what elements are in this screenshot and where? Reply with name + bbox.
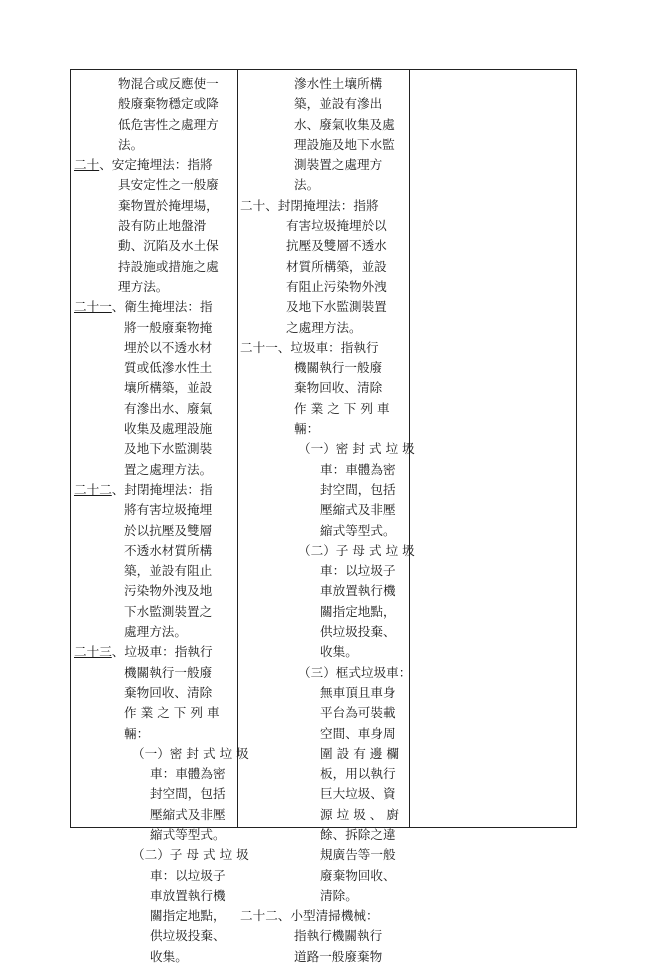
col1-line: 收集。 [150,948,188,964]
underlined-clause-number: 二十二 [74,481,112,497]
col1-line: 車：以垃圾子 [150,867,226,883]
table-top-border [70,69,577,70]
underlined-clause-number: 二十一 [74,299,112,315]
col2-line: 水、廢氣收集及處 [294,116,395,132]
col2-line: 道路一般廢棄物 [294,948,383,964]
col2-line: 機關執行一般廢 [294,360,383,376]
col1-line: 污染物外洩及地 [124,583,213,599]
col2-line: 源 垃 圾 、 廚 [320,806,399,822]
column-divider-1 [237,69,238,828]
col1-line: 機關執行一般廢 [124,664,213,680]
col2-line: 巨大垃圾、資 [320,786,396,802]
col1-line: 二十二、封閉掩埋法：指 [74,481,213,497]
col2-line: 之處理方法。 [286,319,362,335]
col1-line: 具安定性之一般廢 [118,177,219,193]
col1-line: 及地下水監測裝 [124,441,213,457]
col2-line: 車：以垃圾子 [320,563,396,579]
col2-line: 法。 [294,177,320,193]
col1-line: 將一般廢棄物掩 [124,319,213,335]
col2-line: 關指定地點， [320,603,396,619]
col1-line: 供垃圾投棄、 [150,928,226,944]
col2-line: 及地下水監測裝置 [286,299,387,315]
column-explanation [412,74,572,824]
col2-line: 廢棄物回收、 [320,867,396,883]
col1-line: 般廢棄物穩定或降 [118,96,219,112]
underlined-clause-number: 二十 [74,157,100,173]
col1-line: （一）密 封 式 垃 圾 [132,745,249,761]
col2-line: 輛： [294,421,320,437]
col2-line: （二）子 母 式 垃 圾 [298,542,415,558]
col1-line: 理方法。 [118,278,169,294]
table-right-border [576,69,577,828]
col2-line: 供垃圾投棄、 [320,624,396,640]
col1-line: 法。 [118,136,144,152]
col1-line: 收集及處理設施 [124,421,213,437]
col1-line: 置之處理方法。 [124,461,213,477]
col2-line: 車：車體為密 [320,461,396,477]
col2-line: 作 業 之 下 列 車 [294,400,390,416]
col2-line: 板，用以執行 [320,766,396,782]
col2-line: 抗壓及雙層不透水 [286,238,387,254]
col2-line: 二十二、小型清掃機械： [240,908,379,924]
col1-line: 下水監測裝置之 [124,603,213,619]
col2-line: 車放置執行機 [320,583,396,599]
col1-line: 低危害性之處理方 [118,116,219,132]
col2-line: 二十一、垃圾車：指執行 [240,339,379,355]
col2-line: 空間、車身周 [320,725,396,741]
col2-line: 有害垃圾掩埋於以 [286,218,387,234]
col1-line: 於以抗壓及雙層 [124,522,213,538]
col1-line: 二十、安定掩埋法：指將 [74,157,213,173]
col1-line: 二十一、衛生掩埋法：指 [74,299,213,315]
col1-line: 車放置執行機 [150,887,226,903]
col1-line: 有滲出水、廢氣 [124,400,213,416]
col1-line: 持設施或措施之處 [118,258,219,274]
col1-line: 質或低滲水性土 [124,360,213,376]
col2-line: （一）密 封 式 垃 圾 [298,441,415,457]
col2-line: 平台為可裝載 [320,705,396,721]
col1-line: 壓縮式及非壓 [150,806,226,822]
col1-line: 壤所構築，並設 [124,380,213,396]
col1-line: 棄物置於掩埋場， [118,197,219,213]
col1-line: 縮式等型式。 [150,826,226,842]
col1-line: 棄物回收、清除 [124,684,213,700]
col2-line: 圍 設 有 邊 欄 [320,745,399,761]
col2-line: 收集。 [320,644,358,660]
col2-line: 理設施及地下水監 [294,136,395,152]
col1-line: 封空間，包括 [150,786,226,802]
col2-line: 清除。 [320,887,358,903]
col1-line: 動、沉陷及水土保 [118,238,219,254]
col1-line: 二十三、垃圾車：指執行 [74,644,213,660]
col2-line: 縮式等型式。 [320,522,396,538]
col1-line: 築，並設有阻止 [124,563,213,579]
column-current-text [240,74,415,967]
col1-line: 物混合或反應使一 [118,76,219,91]
col2-line: 築，並設有滲出 [294,96,383,112]
col2-line: 二十、封閉掩埋法：指將 [240,197,379,213]
column-amended-text [74,74,249,967]
col1-line: 輛： [124,725,150,741]
col1-line: 設有防止地盤滑 [118,218,207,234]
col1-line: 將有害垃圾掩埋 [124,502,213,518]
col2-line: （三）框式垃圾車： [298,664,412,680]
col2-line: 有阻止污染物外洩 [286,278,387,294]
col2-line: 測裝置之處理方 [294,157,383,173]
col1-line: 關指定地點， [150,908,226,924]
col2-line: 棄物回收、清除 [294,380,383,396]
col2-line: 滲水性土壤所構 [294,76,383,91]
col2-line: 材質所構築，並設 [286,258,387,274]
col2-line: 餘、拆除之違 [320,826,396,842]
col1-line: 車：車體為密 [150,766,226,782]
col2-line: 指執行機關執行 [294,928,383,944]
col2-line: 封空間，包括 [320,481,396,497]
col1-line: 不透水材質所構 [124,542,213,558]
col2-line: 壓縮式及非壓 [320,502,396,518]
col1-line: （二）子 母 式 垃 圾 [132,847,249,863]
underlined-clause-number: 二十三 [74,644,112,660]
col2-line: 無車頂且車身 [320,684,396,700]
table-left-border [70,69,71,828]
col1-line: 處理方法。 [124,624,187,640]
col1-line: 埋於以不透水材 [124,339,213,355]
col1-line: 作 業 之 下 列 車 [124,705,220,721]
col2-line: 規廣告等一般 [320,847,396,863]
